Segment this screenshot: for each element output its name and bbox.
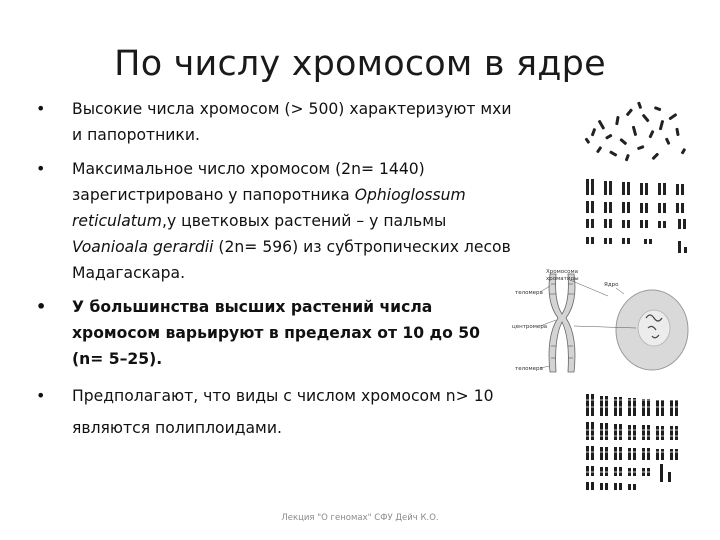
nucleus-label: Ядро [604,282,619,288]
karyotype-row [586,201,684,213]
karyotype-row [586,179,684,195]
karyotype-image [582,175,690,263]
karyotype-row [586,219,686,229]
bullet-dot-icon: • [36,386,46,405]
bullet-item-2 [36,156,516,286]
telomere-bottom-label: теломера [515,366,543,372]
bullet-list [36,96,516,452]
telomere-top-label: теломера [515,290,543,296]
species-name: Ophioglossum reticulatum [72,186,466,230]
bullet-dot-icon: • [36,297,47,316]
bullet-text: У большинства высших растений числа хромосом варьируют в пределах от 10 до 50 (n= 5–25). [72,298,480,368]
chromatids-label: хроматиды [546,276,579,282]
karyotype-row [586,237,687,253]
slide-footer: Лекция "О геномах" СФУ Дейч К.О. [281,513,439,523]
bullet-text: ,у цветковых растений – у пальмы [161,212,447,230]
bullet-item-1 [36,96,516,148]
bullet-dot-icon: • [36,159,46,178]
chromosome-structure-diagram [512,266,692,384]
banded-karyotype-image [584,392,690,500]
bullet-item-3 [36,294,516,372]
bullet-text: Максимальное число хромосом (2n= 1440) зарегистрировано у папоротника [72,160,425,204]
bullet-text: Высокие числа хромосом (> 500) характеризуют мхи и папоротники. [72,100,512,144]
bullet-item-4 [36,380,516,444]
chromosome-label: Хромосома [546,269,579,275]
metaphase-spread-image [578,98,690,170]
slide-title: По числу хромосом в ядре [114,44,606,84]
species-name: Voanioala gerardii [72,238,214,256]
bullet-text: (2n= 596) из субтропических лесов Мадагаскара. [72,238,511,282]
bullet-dot-icon: • [36,99,46,118]
chromosome-shape [549,274,575,372]
bullet-text: Предполагают, что виды с числом хромосом n> 10 являются полиплоидами. [72,387,494,437]
centromere-label: центромера [512,324,548,330]
